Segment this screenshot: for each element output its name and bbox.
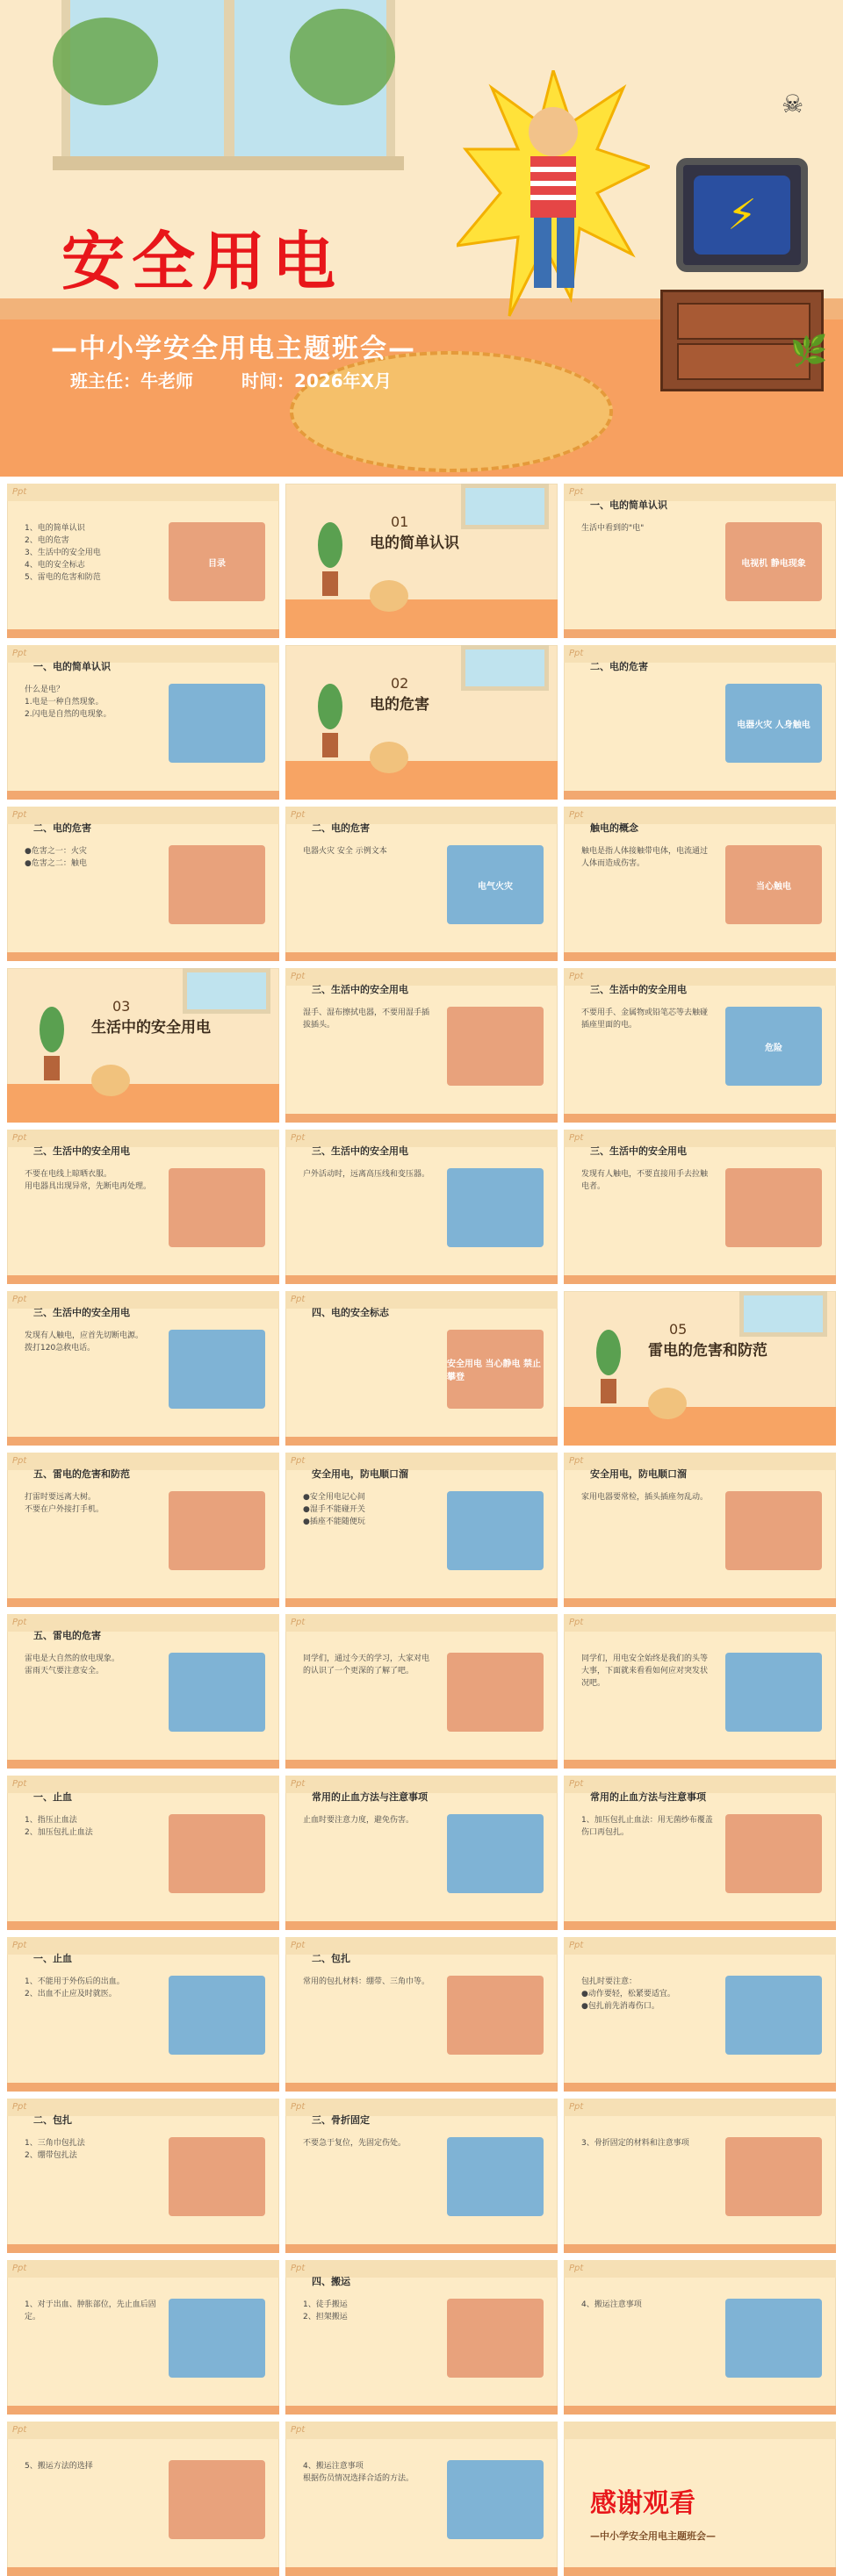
- brand-mark: Ppt: [12, 2425, 27, 2435]
- slide-line: 1、徒手搬运: [303, 2300, 348, 2309]
- slide-line: 5、雷电的危害和防范: [25, 573, 101, 582]
- slide-body: [303, 1653, 435, 1677]
- slide-line: ●动作要轻，松紧要适宜。: [581, 1990, 675, 1998]
- slide-illustration: [169, 1814, 265, 1893]
- slide-thumbnail[interactable]: [285, 968, 558, 1123]
- slide-line: 1、三角巾包扎法: [25, 2139, 85, 2148]
- slide-line: 1.电是一种自然现象。: [25, 698, 104, 707]
- slide-heading: 三、生活中的安全用电: [590, 1145, 687, 1157]
- slide-illustration: [725, 1976, 822, 2055]
- slide-heading: 二、包扎: [312, 1953, 350, 1964]
- slide-body: [303, 1491, 435, 1528]
- brand-mark: Ppt: [569, 1941, 584, 1950]
- slide-illustration: [169, 1653, 265, 1732]
- slide-body: [25, 845, 156, 870]
- slide-line: 打雷时要远离大树。: [25, 1493, 97, 1502]
- slide-line: 电器火灾 安全 示例文本: [303, 847, 387, 856]
- section-number: 02: [391, 675, 409, 692]
- slide-body: [581, 1007, 713, 1031]
- slide-body: [581, 1168, 713, 1193]
- teacher-label: 班主任：牛老师: [70, 370, 193, 391]
- section-title: 生活中的安全用电: [91, 1019, 211, 1037]
- date-label: 时间：2026年X月: [241, 370, 393, 391]
- slide-line: 根据伤员情况选择合适的方法。: [303, 2474, 414, 2483]
- slide-illustration: [725, 1168, 822, 1247]
- slide-thumbnail[interactable]: [564, 1453, 836, 1607]
- slide-body: [581, 1491, 713, 1503]
- slide-line: 2、绷带包扎法: [25, 2151, 77, 2160]
- slide-line: 什么是电？: [25, 685, 65, 694]
- slide-body: [581, 1814, 713, 1839]
- slide-heading: 五、雷电的危害: [33, 1630, 101, 1641]
- slide-body: [581, 2299, 713, 2311]
- slide-body: [581, 1976, 713, 2013]
- slide-thumbnail[interactable]: [285, 1776, 558, 1930]
- slide-illustration: 电气火灾: [447, 845, 544, 924]
- slide-illustration: [447, 1007, 544, 1086]
- slide-illustration: [169, 1976, 265, 2055]
- slide-body: [25, 1814, 156, 1839]
- brand-mark: Ppt: [12, 2102, 27, 2112]
- slide-thumbnail[interactable]: [7, 1776, 279, 1930]
- slide-illustration: [725, 1814, 822, 1893]
- cover-slide: [0, 0, 843, 477]
- brand-mark: Ppt: [291, 2264, 306, 2273]
- brand-mark: Ppt: [291, 1941, 306, 1950]
- slide-line: 同学们，用电安全始终是我们的头等大事，下面就来看看如何应对突发状况吧。: [581, 1654, 709, 1688]
- brand-mark: Ppt: [12, 1779, 27, 1789]
- brand-mark: Ppt: [291, 2425, 306, 2435]
- slide-illustration: [447, 2137, 544, 2216]
- brand-mark: Ppt: [12, 1618, 27, 1627]
- slide-line: 止血时要注意力度，避免伤害。: [303, 1816, 414, 1825]
- slide-body: [25, 1976, 156, 2000]
- slide-thumbnail[interactable]: [564, 2099, 836, 2253]
- electrocuted-boy-illustration: [457, 70, 650, 334]
- brand-mark: Ppt: [569, 810, 584, 820]
- slide-line: 家用电器要常检，插头插座勿乱动。: [581, 1493, 709, 1502]
- slide-line: 用电器具出现异常，先断电再处理。: [25, 1182, 152, 1191]
- slide-illustration: [447, 1814, 544, 1893]
- slide-thumbnail[interactable]: [564, 2260, 836, 2415]
- slide-heading: 四、搬运: [312, 2276, 350, 2287]
- slide-line: 拨打120急救电话。: [25, 1344, 96, 1353]
- slide-illustration: [447, 1168, 544, 1247]
- slide-heading: 三、骨折固定: [312, 2114, 370, 2126]
- slide-heading: 二、包扎: [33, 2114, 72, 2126]
- slide-thumbnail[interactable]: [285, 1291, 558, 1446]
- slide-thumbnail[interactable]: [7, 968, 279, 1123]
- slide-thumbnail[interactable]: [285, 2099, 558, 2253]
- slide-heading: 一、电的简单认识: [33, 661, 111, 672]
- slide-body: [303, 845, 435, 857]
- slide-heading: 五、雷电的危害和防范: [33, 1468, 130, 1480]
- slide-heading: 二、电的危害: [312, 822, 370, 834]
- slide-thumbnail[interactable]: [564, 1291, 836, 1446]
- slide-line: 5、搬运方法的选择: [25, 2462, 93, 2471]
- slide-line: 湿手、湿布擦拭电器，不要用湿手插拔插头。: [303, 1008, 430, 1030]
- slide-body: [25, 2460, 156, 2472]
- slide-thumbnail[interactable]: [564, 484, 836, 638]
- slide-illustration: [169, 2299, 265, 2378]
- slide-thumbnail[interactable]: [7, 2422, 279, 2576]
- slide-thumbnail[interactable]: [7, 1291, 279, 1446]
- lightning-icon: ⚡: [694, 176, 790, 255]
- slide-illustration: 目录: [169, 522, 265, 601]
- brand-mark: Ppt: [12, 487, 27, 497]
- slide-line: 1、不能用于外伤后的出血。: [25, 1977, 125, 1986]
- slide-line: 3、生活中的安全用电: [25, 549, 101, 557]
- slide-heading: 一、止血: [33, 1791, 72, 1803]
- skull-icon: ☠: [782, 90, 804, 118]
- slide-illustration: [447, 1653, 544, 1732]
- brand-mark: Ppt: [569, 649, 584, 658]
- slide-heading: 安全用电，防电顺口溜: [590, 1468, 687, 1480]
- brand-mark: Ppt: [291, 1779, 306, 1789]
- brand-mark: Ppt: [569, 2264, 584, 2273]
- brand-mark: Ppt: [569, 1618, 584, 1627]
- slide-thumbnail[interactable]: [285, 1614, 558, 1769]
- slide-line: 1、对于出血、肿胀部位，先止血后固定。: [25, 2300, 156, 2321]
- slide-heading: 触电的概念: [590, 822, 638, 834]
- section-number: 01: [391, 513, 409, 530]
- slide-body: [303, 2137, 435, 2149]
- slide-line: ●插座不能随便玩: [303, 1518, 365, 1526]
- slide-thumbnail[interactable]: [564, 1776, 836, 1930]
- slide-line: 不要用手、金属物或铅笔芯等去触碰插座里面的电。: [581, 1008, 709, 1030]
- slide-line: 2、加压包扎止血法: [25, 1828, 93, 1837]
- slide-line: 户外活动时，远离高压线和变压器。: [303, 1170, 430, 1179]
- brand-mark: Ppt: [12, 2264, 27, 2273]
- section-title: 电的简单认识: [370, 535, 459, 552]
- slide-line: 不要在户外接打手机。: [25, 1505, 104, 1514]
- slide-thumbnail[interactable]: [285, 1937, 558, 2092]
- slide-line: 4、搬运注意事项: [303, 2462, 364, 2471]
- slide-line: 2、电的危害: [25, 536, 69, 545]
- slide-illustration: [169, 845, 265, 924]
- slide-line: 触电是指人体接触带电体，电流通过人体而造成伤害。: [581, 847, 709, 868]
- slide-illustration: 安全用电 当心静电 禁止攀登: [447, 1330, 544, 1409]
- slide-line: 2、出血不止应及时就医。: [25, 1990, 117, 1998]
- slide-line: 1、加压包扎止血法：用无菌纱布覆盖伤口再包扎。: [581, 1816, 713, 1837]
- slide-line: ●危害之二：触电: [25, 859, 87, 868]
- slide-illustration: 电视机 静电现象: [725, 522, 822, 601]
- slide-thumbnail[interactable]: [7, 1453, 279, 1607]
- slide-illustration: [169, 2460, 265, 2539]
- slide-body: [25, 1168, 156, 1193]
- slide-illustration: [169, 1330, 265, 1409]
- cover-window: [61, 0, 395, 167]
- cover-title: 安全用电: [61, 224, 343, 298]
- slide-line: 包扎时要注意：: [581, 1977, 638, 1986]
- slide-thumbnail[interactable]: [285, 645, 558, 800]
- brand-mark: Ppt: [569, 1456, 584, 1466]
- brand-mark: Ppt: [12, 810, 27, 820]
- slide-thumbnail[interactable]: [7, 484, 279, 638]
- brand-mark: Ppt: [12, 1941, 27, 1950]
- slide-body: [25, 522, 156, 584]
- slide-thumbnail[interactable]: [7, 645, 279, 800]
- slide-illustration: [725, 2137, 822, 2216]
- slide-line: 发现有人触电，不要直接用手去拉触电者。: [581, 1170, 709, 1191]
- brand-mark: Ppt: [569, 487, 584, 497]
- brand-mark: Ppt: [12, 649, 27, 658]
- brand-mark: Ppt: [291, 2102, 306, 2112]
- slide-body: [25, 2299, 156, 2323]
- slide-thumbnail[interactable]: [7, 807, 279, 961]
- slide-illustration: [169, 1168, 265, 1247]
- slide-thumbnail[interactable]: [564, 645, 836, 800]
- slide-illustration: [169, 1491, 265, 1570]
- cover-meta: [70, 367, 434, 392]
- slide-heading: 三、生活中的安全用电: [590, 984, 687, 995]
- slide-thumbnail[interactable]: [7, 2099, 279, 2253]
- slide-heading: 三、生活中的安全用电: [312, 984, 408, 995]
- slide-thumbnail[interactable]: [285, 484, 558, 638]
- slide-body: [581, 1653, 713, 1690]
- slide-thumbnail[interactable]: [564, 968, 836, 1123]
- slide-body: [303, 2299, 435, 2323]
- slide-line: ●包扎前先消毒伤口。: [581, 2002, 659, 2011]
- brand-mark: Ppt: [291, 972, 306, 981]
- slide-illustration: [169, 2137, 265, 2216]
- brand-mark: Ppt: [12, 1456, 27, 1466]
- slide-heading: 二、电的危害: [590, 661, 648, 672]
- slide-heading: 常用的止血方法与注意事项: [590, 1791, 706, 1803]
- slide-thumbnail[interactable]: [7, 1614, 279, 1769]
- slide-thumbnail[interactable]: [285, 2260, 558, 2415]
- slide-heading: 常用的止血方法与注意事项: [312, 1791, 428, 1803]
- slide-line: ●湿手不能碰开关: [303, 1505, 365, 1514]
- slide-illustration: [447, 1976, 544, 2055]
- section-number: 05: [669, 1321, 688, 1338]
- slide-body: [581, 2137, 713, 2149]
- slide-thumbnail[interactable]: [564, 1130, 836, 1284]
- slide-thumbnail[interactable]: [7, 1130, 279, 1284]
- slide-body: [25, 684, 156, 721]
- section-title: 电的危害: [370, 696, 429, 714]
- slide-line: 不要在电线上晾晒衣服。: [25, 1170, 112, 1179]
- slide-heading: 三、生活中的安全用电: [312, 1145, 408, 1157]
- slide-thumbnail[interactable]: [285, 1130, 558, 1284]
- slide-thumbnail[interactable]: [7, 1937, 279, 2092]
- slide-line: ●安全用电记心间: [303, 1493, 365, 1502]
- brand-mark: Ppt: [569, 2102, 584, 2112]
- slide-heading: 二、电的危害: [33, 822, 91, 834]
- cover-subtitle: —中小学安全用电主题班会—: [51, 334, 416, 364]
- slide-line: 常用的包扎材料：绷带、三角巾等。: [303, 1977, 430, 1986]
- slide-body: [581, 845, 713, 870]
- slide-line: 2、担架搬运: [303, 2313, 348, 2321]
- brand-mark: Ppt: [291, 810, 306, 820]
- tv-illustration: [676, 158, 808, 272]
- slide-thumbnail[interactable]: [564, 1614, 836, 1769]
- slide-body: [581, 522, 713, 535]
- slide-illustration: [447, 2299, 544, 2378]
- slide-body: [303, 2460, 435, 2485]
- slide-line: 雷电是大自然的放电现象。: [25, 1654, 120, 1663]
- slide-body: [303, 1007, 435, 1031]
- slide-thumbnail[interactable]: [564, 2422, 836, 2576]
- slide-heading: 三、生活中的安全用电: [33, 1145, 130, 1157]
- slide-thumbnail[interactable]: [285, 807, 558, 961]
- slide-illustration: [447, 1491, 544, 1570]
- section-title: 雷电的危害和防范: [648, 1342, 767, 1360]
- slide-illustration: 电器火灾 人身触电: [725, 684, 822, 763]
- slide-illustration: [725, 2299, 822, 2378]
- slide-heading: 一、止血: [33, 1953, 72, 1964]
- brand-mark: Ppt: [12, 1295, 27, 1304]
- slide-illustration: [725, 1653, 822, 1732]
- slide-line: 1、指压止血法: [25, 1816, 77, 1825]
- thanks-title: 感谢观看: [590, 2488, 695, 2519]
- slide-thumbnail[interactable]: [285, 2422, 558, 2576]
- slide-line: 4、搬运注意事项: [581, 2300, 642, 2309]
- brand-mark: Ppt: [291, 1133, 306, 1143]
- slide-heading: 一、电的简单认识: [590, 499, 667, 511]
- slide-thumbnail[interactable]: [564, 1937, 836, 2092]
- slide-illustration: 危险: [725, 1007, 822, 1086]
- brand-mark: Ppt: [291, 1618, 306, 1627]
- slide-heading: 三、生活中的安全用电: [33, 1307, 130, 1318]
- slide-line: 1、电的简单认识: [25, 524, 85, 533]
- slide-body: [303, 1168, 435, 1180]
- slide-line: 4、电的安全标志: [25, 561, 85, 570]
- slide-line: 生活中看到的"电": [581, 524, 645, 533]
- slide-heading: 四、电的安全标志: [312, 1307, 389, 1318]
- slide-body: [303, 1976, 435, 1988]
- plant-icon: 🌿: [790, 334, 828, 369]
- brand-mark: Ppt: [12, 1133, 27, 1143]
- slide-body: [25, 2137, 156, 2162]
- slide-thumbnail[interactable]: [7, 2260, 279, 2415]
- brand-mark: Ppt: [291, 1295, 306, 1304]
- slide-illustration: [725, 1491, 822, 1570]
- slide-body: [25, 1330, 156, 1354]
- slide-line: 不要急于复位，先固定伤处。: [303, 2139, 407, 2148]
- slide-thumbnail[interactable]: [285, 1453, 558, 1607]
- brand-mark: Ppt: [569, 1133, 584, 1143]
- brand-mark: Ppt: [569, 972, 584, 981]
- slide-heading: 安全用电，防电顺口溜: [312, 1468, 408, 1480]
- brand-mark: Ppt: [569, 1779, 584, 1789]
- section-number: 03: [112, 998, 131, 1015]
- slide-thumbnail[interactable]: [564, 807, 836, 961]
- slide-line: 雷雨天气要注意安全。: [25, 1667, 104, 1675]
- slide-illustration: 当心触电: [725, 845, 822, 924]
- slide-body: [303, 1814, 435, 1826]
- slide-line: 同学们，通过今天的学习，大家对电的认识了一个更深的了解了吧。: [303, 1654, 430, 1675]
- thanks-subtitle: —中小学安全用电主题班会—: [590, 2530, 716, 2542]
- brand-mark: Ppt: [291, 1456, 306, 1466]
- slide-illustration: [169, 684, 265, 763]
- slide-line: 发现有人触电，应首先切断电源。: [25, 1331, 144, 1340]
- slide-line: 3、骨折固定的材料和注意事项: [581, 2139, 689, 2148]
- slide-line: 2.闪电是自然的电现象。: [25, 710, 112, 719]
- slide-body: [25, 1491, 156, 1516]
- slide-illustration: [447, 2460, 544, 2539]
- slide-line: ●危害之一：火灾: [25, 847, 87, 856]
- slide-body: [25, 1653, 156, 1677]
